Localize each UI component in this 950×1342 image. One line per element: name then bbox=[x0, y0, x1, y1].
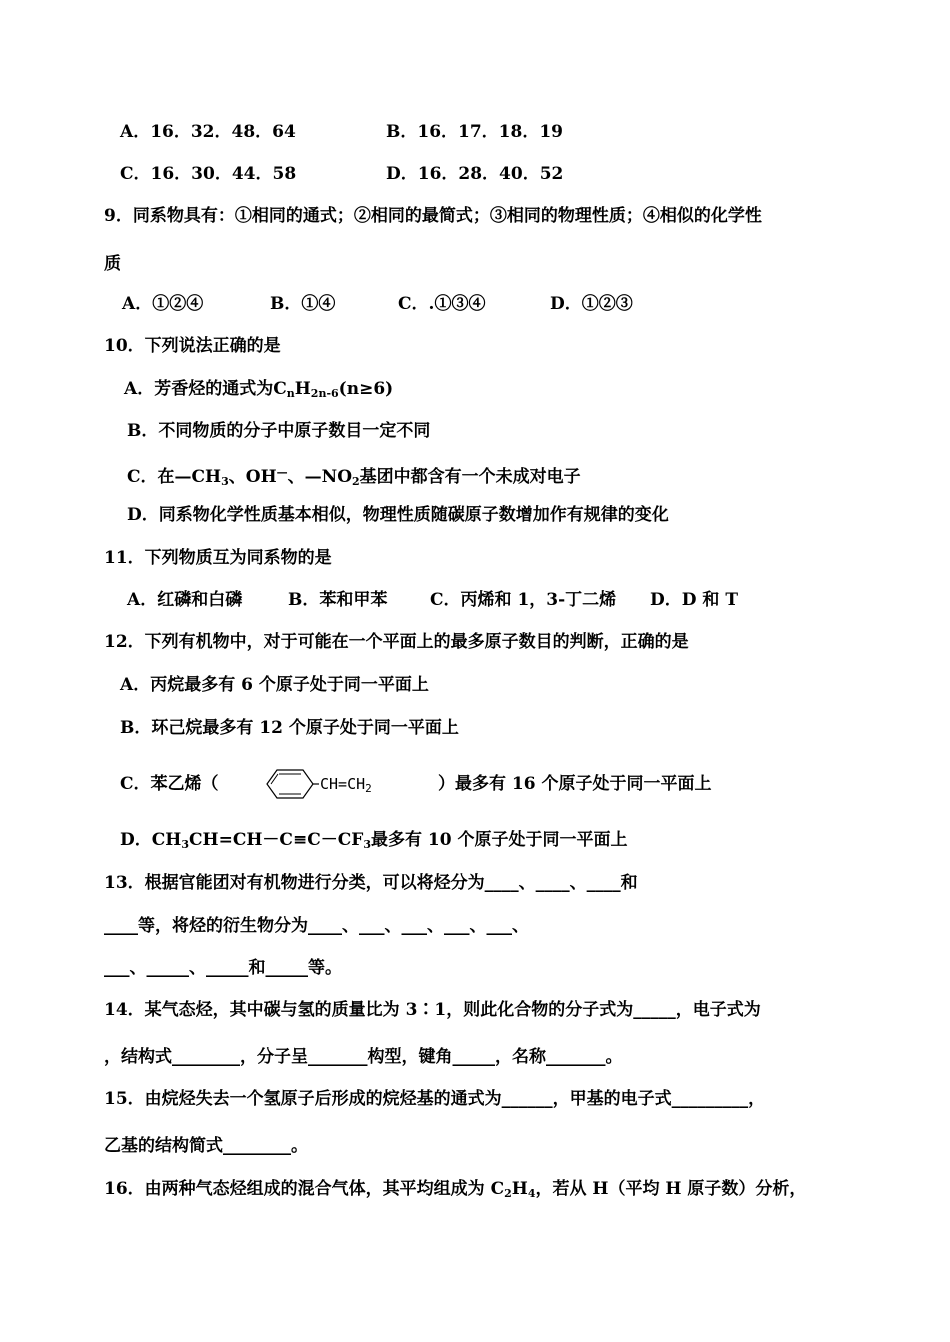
q12-option-c-prefix: C．苯乙烯（ bbox=[120, 774, 219, 794]
q12-option-d: D．$CH_3CH=CH-C\equiv C-CF_3$最多有 10 个原子处于同一平面上 bbox=[120, 830, 628, 851]
q9-option-a: A．①②④ bbox=[122, 294, 204, 314]
q9-option-b: B．①④ bbox=[270, 294, 336, 314]
q11-option-c: C．丙烯和 1，3-丁二烯 bbox=[430, 590, 617, 610]
q13-line-1: 13．根据官能团对有机物进行分类，可以将烃分为____、____、____和 bbox=[104, 873, 638, 893]
q15-line-1: 15．由烷烃失去一个氢原子后形成的烷烃基的通式为______，甲基的电子式_________， bbox=[104, 1089, 766, 1109]
q8-option-c: C．16．30．44．58 bbox=[120, 164, 297, 184]
q12-option-c bbox=[120, 772, 760, 802]
q9-stem-line-1: 9．同系物具有：①相同的通式；②相同的最简式；③相同的物理性质；④相似的化学性 bbox=[104, 206, 762, 226]
q16-line-1: 16．由两种气态烃组成的混合气体，其平均组成为 $C_2H_4$，若从 H（平均 H 原子数）分析， bbox=[104, 1179, 807, 1200]
q13-line-2: ____等，将烃的衍生物分为____、___、___、___、___、 bbox=[104, 916, 529, 936]
q10-option-c: C．在$—CH_3$、OH—、$—NO_2$基团中都含有一个未成对电子 bbox=[127, 466, 581, 488]
q8-option-a: A．16．32．48．64 bbox=[120, 122, 296, 142]
q15-line-2: 乙基的结构简式________。 bbox=[104, 1136, 308, 1156]
q12-option-b: B．环己烷最多有 12 个原子处于同一平面上 bbox=[120, 718, 459, 738]
q10-option-d: D．同系物化学性质基本相似，物理性质随碳原子数增加作有规律的变化 bbox=[127, 505, 669, 525]
q14-line-1: 14．某气态烃，其中碳与氢的质量比为 3∶1，则此化合物的分子式为_____，电子式为 bbox=[104, 1000, 761, 1020]
q9-option-c: C．.①③④ bbox=[398, 294, 486, 314]
q12-stem: 12．下列有机物中，对于可能在一个平面上的最多原子数目的判断，正确的是 bbox=[104, 632, 689, 652]
q11-option-a: A．红磷和白磷 bbox=[127, 590, 243, 610]
q11-stem: 11．下列物质互为同系物的是 bbox=[104, 548, 332, 568]
q10-stem: 10．下列说法正确的是 bbox=[104, 336, 281, 356]
q11-option-b: B．苯和甲苯 bbox=[288, 590, 388, 610]
q10-option-a: A．芳香烃的通式为$C_nH_{2n-6}(n\ge 6)$ bbox=[124, 379, 394, 400]
q8-option-d: D．16．28．40．52 bbox=[386, 164, 564, 184]
q9-stem-line-2: 质 bbox=[104, 254, 121, 274]
benzene-ring-icon bbox=[265, 766, 319, 802]
q8-option-b: B．16．17．18．19 bbox=[386, 122, 563, 142]
vinyl-group-label: $CH=CH_2$ bbox=[320, 775, 372, 795]
q9-option-d: D．①②③ bbox=[550, 294, 633, 314]
q14-line-2: ，结构式________，分子呈_______构型，键角_____，名称_______。 bbox=[104, 1047, 623, 1067]
q13-line-3: ___、_____、_____和_____等。 bbox=[104, 958, 342, 978]
q11-option-d: D．D 和 T bbox=[650, 590, 738, 610]
q12-option-c-suffix: ）最多有 16 个原子处于同一平面上 bbox=[438, 774, 712, 794]
q10-option-b: B．不同物质的分子中原子数目一定不同 bbox=[127, 421, 431, 441]
q12-option-a: A．丙烷最多有 6 个原子处于同一平面上 bbox=[120, 675, 429, 695]
